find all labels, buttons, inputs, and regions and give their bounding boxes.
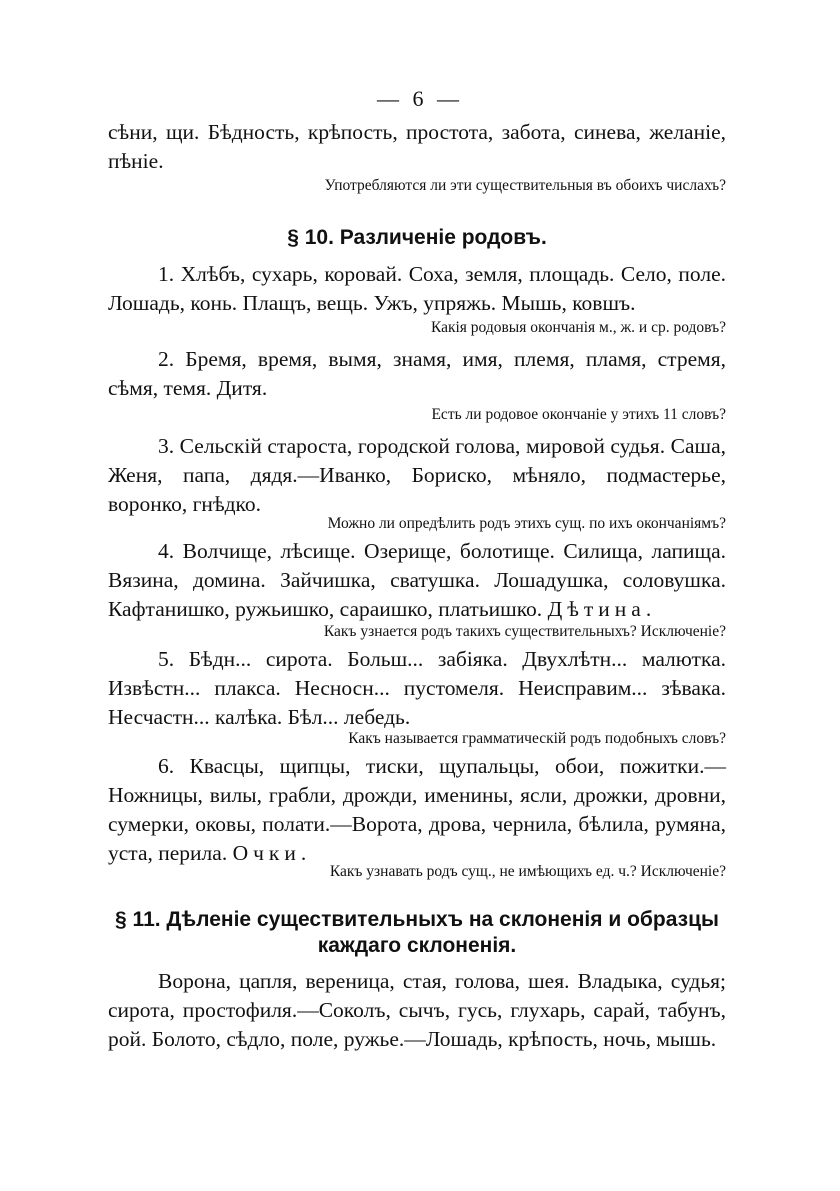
section-10-heading: § 10. Различеніе родовъ.	[287, 226, 547, 249]
exercise-3-question: Можно ли опредѣлить родъ этихъ сущ. по ихъ окончаніямъ?	[327, 515, 726, 532]
exercise-4-text	[108, 537, 726, 624]
section-11-text: Ворона, цапля, вереница, стая, голова, шея. Владыка, судья; сирота, простофиля.—Соколъ, сычъ, гусь, глухарь, сарай, табунъ, рой. Болото, сѣдло, поле, ружье.—Лошадь, крѣпость, ночь, мышь.	[108, 969, 726, 1051]
exercise-5-text: 5. Бѣдн... сирота. Больш... забіяка. Двухлѣтн... малютка. Извѣстн... плакса. Несносн... пустомеля. Неисправим... зѣвака. Несчастн... калѣка. Бѣл... лебедь.	[108, 647, 726, 729]
exercise-5-question: Какъ называется грамматическій родъ подобныхъ словъ?	[348, 730, 726, 747]
exercise-1-text: 1. Хлѣбъ, сухарь, коровай. Соха, земля, площадь. Село, поле. Лошадь, конь. Плащъ, вещь. Ужъ, упряжь. Мышь, ковшъ.	[108, 262, 726, 315]
intro-paragraph: сѣни, щи. Бѣдность, крѣпость, простота, забота, синева, желаніе, пѣніе.	[108, 120, 726, 173]
exercise-1-question: Какія родовыя окончанія м., ж. и ср. родовъ?	[430, 319, 726, 336]
exercise-6-question: Какъ узнавать родъ сущ., не имѣющихъ ед. ч.? Исключеніе?	[329, 863, 726, 880]
page-number: — 6 —	[377, 86, 463, 111]
section-11-heading: § 11. Дѣленіе существительныхъ на склоненія и образцы каждаго склоненія.	[115, 908, 719, 957]
intro-question: Употребляются ли эти существительныя въ обоихъ числахъ?	[324, 177, 726, 194]
exercise-2-question: Есть ли родовое окончаніе у этихъ 11 словъ?	[431, 406, 726, 423]
exercise-6-text	[108, 752, 726, 868]
exercise-6-body: 6. Квасцы, щипцы, тиски, щупальцы, обои, пожитки.—Ножницы, вилы, грабли, дрожди, именины, ясли, дрожки, дровни, сумерки, оковы, полати.—Ворота, дрова, чернила, бѣлила, румяна, уста, перила.	[108, 754, 726, 865]
exercise-4-spaced-word: Дѣтина.	[547, 597, 657, 621]
exercise-6-spaced-word: Очки.	[232, 841, 312, 865]
exercise-4-body: 4. Волчище, лѣсище. Озерище, болотище. Силища, лапища. Вязина, домина. Зайчишка, сватушка. Лошадушка, соловушка. Кафтанишко, ружьишко, сараишко, платьишко.	[108, 539, 726, 621]
exercise-4-question: Какъ узнается родъ такихъ существительныхъ? Исключеніе?	[323, 623, 726, 640]
exercise-3-text: 3. Сельскій староста, городской голова, мировой судья. Саша, Женя, папа, дядя.—Иванко, Бориско, мѣняло, подмастерье, воронко, гнѣдко.	[108, 434, 726, 516]
exercise-2-text: 2. Бремя, время, вымя, знамя, имя, племя, пламя, стремя, сѣмя, темя. Дитя.	[108, 347, 726, 400]
